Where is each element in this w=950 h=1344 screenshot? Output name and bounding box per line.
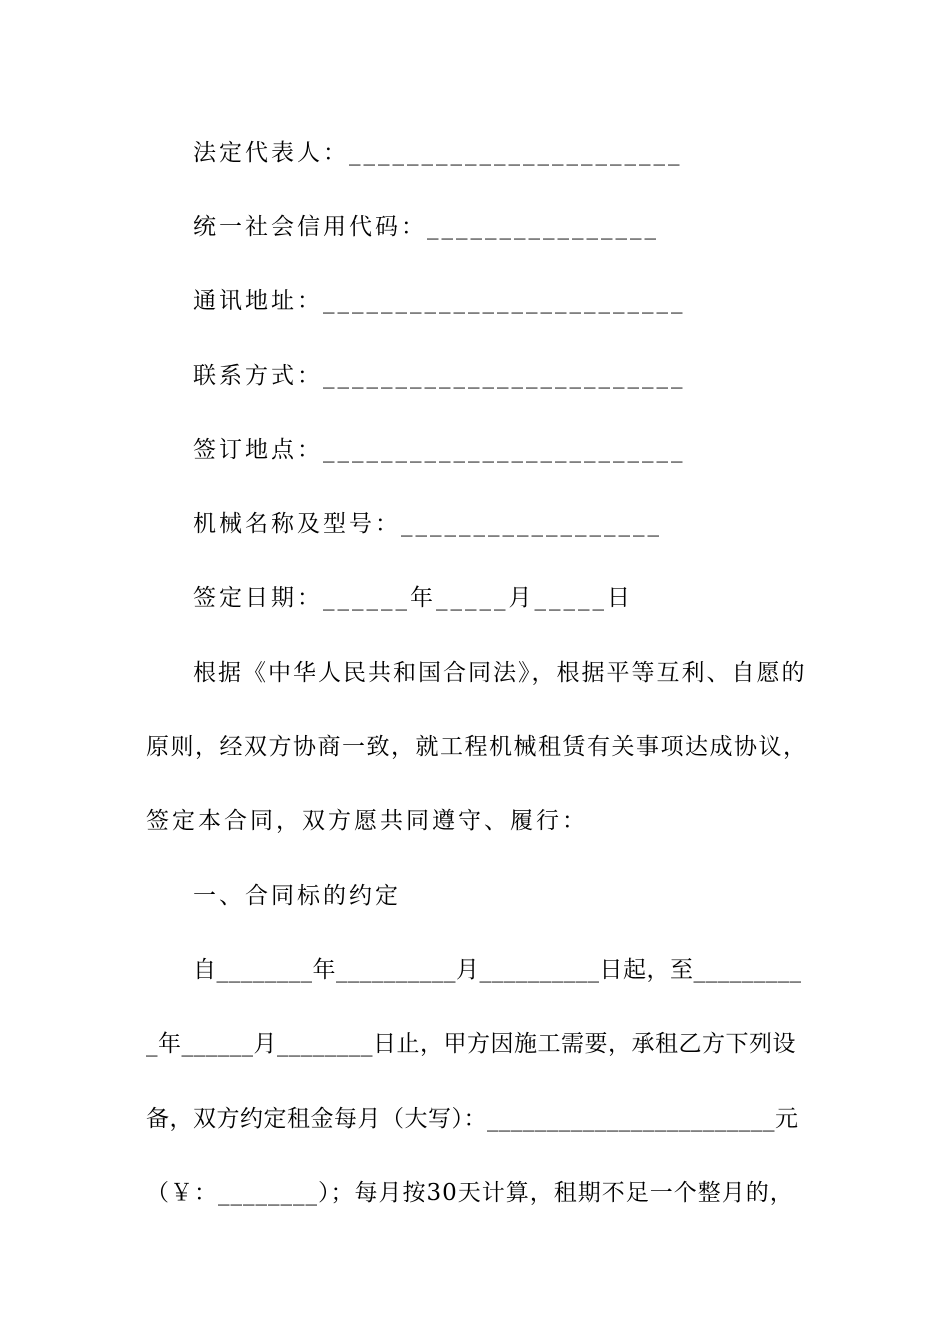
lease-term-paragraph-line: 自________年__________月__________日起，至_________: [193, 957, 802, 983]
section-heading: 一、合同标的约定: [193, 883, 401, 909]
lease-term-paragraph-line: 备，双方约定租金每月（大写）：________________________元: [146, 1106, 799, 1132]
legal-representative-field: 法定代表人：_______________________: [193, 140, 683, 166]
machine-model-field: 机械名称及型号：__________________: [193, 511, 662, 537]
intro-paragraph-line: 签定本合同，双方愿共同遵守、履行：: [146, 808, 588, 834]
contact-field: 联系方式：_________________________: [193, 363, 686, 389]
sign-place-field: 签订地点：_________________________: [193, 437, 686, 463]
lease-term-paragraph-line: _年______月________日止，甲方因施工需要，承租乙方下列设: [146, 1031, 796, 1057]
lease-term-paragraph-line: （￥：________）；每月按30天计算，租期不足一个整月的，: [146, 1180, 794, 1206]
sign-date-field: 签定日期：______年_____月_____日: [193, 585, 633, 611]
credit-code-field: 统一社会信用代码：________________: [193, 214, 659, 240]
intro-paragraph-line: 原则，经双方协商一致，就工程机械租赁有关事项达成协议，: [146, 734, 808, 760]
address-field: 通讯地址：_________________________: [193, 288, 686, 314]
intro-paragraph-line: 根据《中华人民共和国合同法》，根据平等互利、自愿的: [193, 660, 807, 686]
